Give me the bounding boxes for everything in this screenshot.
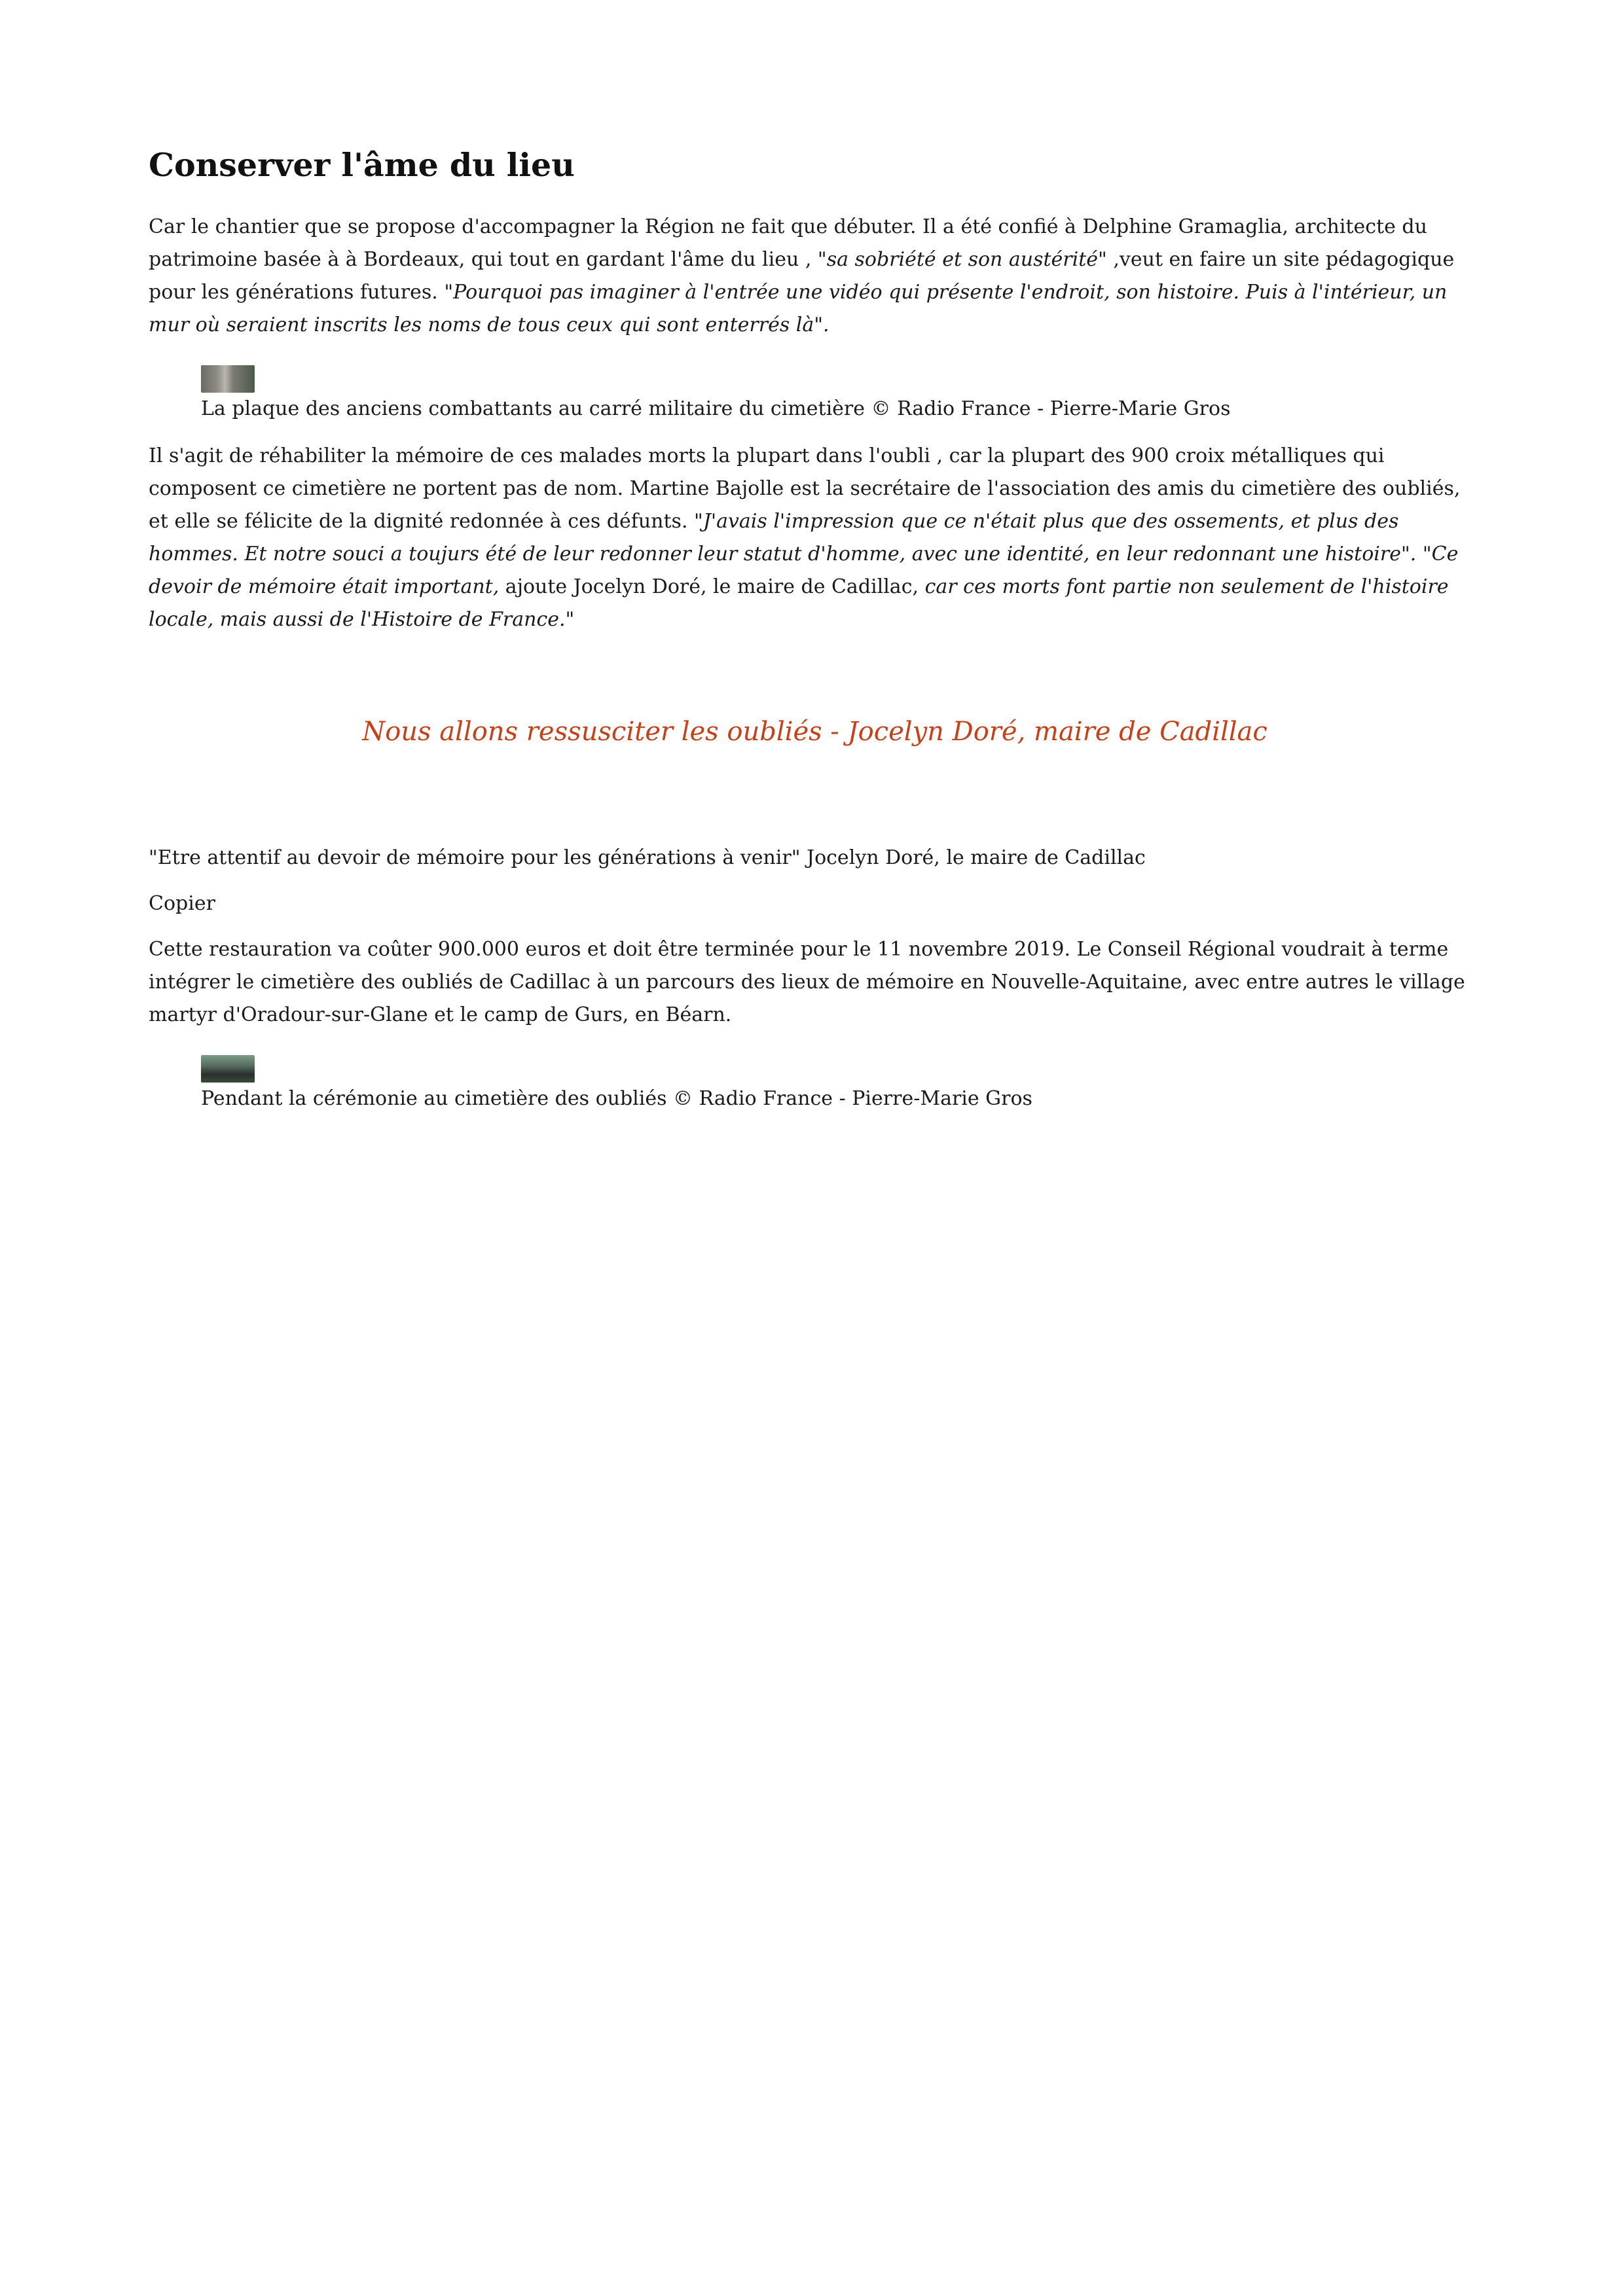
paragraph-2: [149, 440, 1481, 636]
paragraph-1-italic-a: sa sobriété et son austérité": [826, 248, 1107, 271]
audio-caption: "Etre attentif au devoir de mémoire pour les générations à venir" Jocelyn Doré, le maire de Cadillac: [149, 846, 1146, 869]
paragraph-1-italic-b: "Pourquoi pas imaginer à l'entrée une vidéo qui présente l'endroit, son histoire. Puis à l'intérieur, un mur où seraient inscrits les noms de tous ceux qui sont enterrés là".: [149, 281, 1448, 336]
paragraph-2-text-b: ajoute Jocelyn Doré, le maire de Cadillac,: [499, 575, 925, 598]
figure-plaque: [201, 365, 1481, 425]
paragraph-1: [149, 211, 1481, 342]
paragraph-3: Cette restauration va coûter 900.000 euros et doit être terminée pour le 11 novembre 2019. Le Conseil Régional voudrait à terme intégrer le cimetière des oubliés de Cadillac à un parcours des lieux de mémoire en Nouvelle-Aquitaine, avec entre autres le village martyr d'Oradour-sur-Glane et le camp de Gurs, en Béarn.: [149, 938, 1465, 1026]
section-heading: Conserver l'âme du lieu: [149, 146, 575, 184]
figure-ceremony-caption: Pendant la cérémonie au cimetière des oubliés © Radio France - Pierre-Marie Gros: [201, 1087, 1032, 1110]
paragraph-1-text-b: ,veut en faire un site pédagogique pour les générations futures.: [149, 248, 1455, 304]
ceremony-image: [201, 1055, 255, 1083]
paragraph-1-text-a: Car le chantier que se propose d'accompagner la Région ne fait que débuter. Il a été confié à Delphine Gramaglia, architecte du patrimoine basée à à Bordeaux, qui tout en gardant l'âme du lieu , ": [149, 215, 1427, 271]
plaque-image: [201, 365, 255, 393]
figure-plaque-caption: La plaque des anciens combattants au carré militaire du cimetière © Radio France - Pierre-Marie Gros: [201, 397, 1231, 420]
paragraph-2-text-a: Il s'agit de réhabiliter la mémoire de ces malades morts la plupart dans l'oubli , car la plupart des 900 croix métalliques qui composent ce cimetière ne portent pas de nom. Martine Bajolle est la secrétaire de l'association des amis du cimetière des oubliés, et elle se félicite de la dignité redonnée à ces défunts.: [149, 444, 1461, 533]
copy-link[interactable]: Copier: [149, 892, 215, 915]
paragraph-2-italic-b: car ces morts font partie non seulement de l'histoire locale, mais aussi de l'Histoire de France.": [149, 575, 1449, 631]
paragraph-2-italic-a: "J'avais l'impression que ce n'était plus que des ossements, et plus des hommes. Et notre souci a toujurs été de leur redonner leur statut d'homme, avec une identité, en leur redonnant une histoire". "Ce devoir de mémoire était important,: [149, 510, 1459, 598]
figure-ceremony: [201, 1055, 1481, 1115]
pull-quote: Nous allons ressusciter les oubliés - Jocelyn Doré, maire de Cadillac: [362, 717, 1267, 747]
article-body: [149, 144, 1481, 1130]
